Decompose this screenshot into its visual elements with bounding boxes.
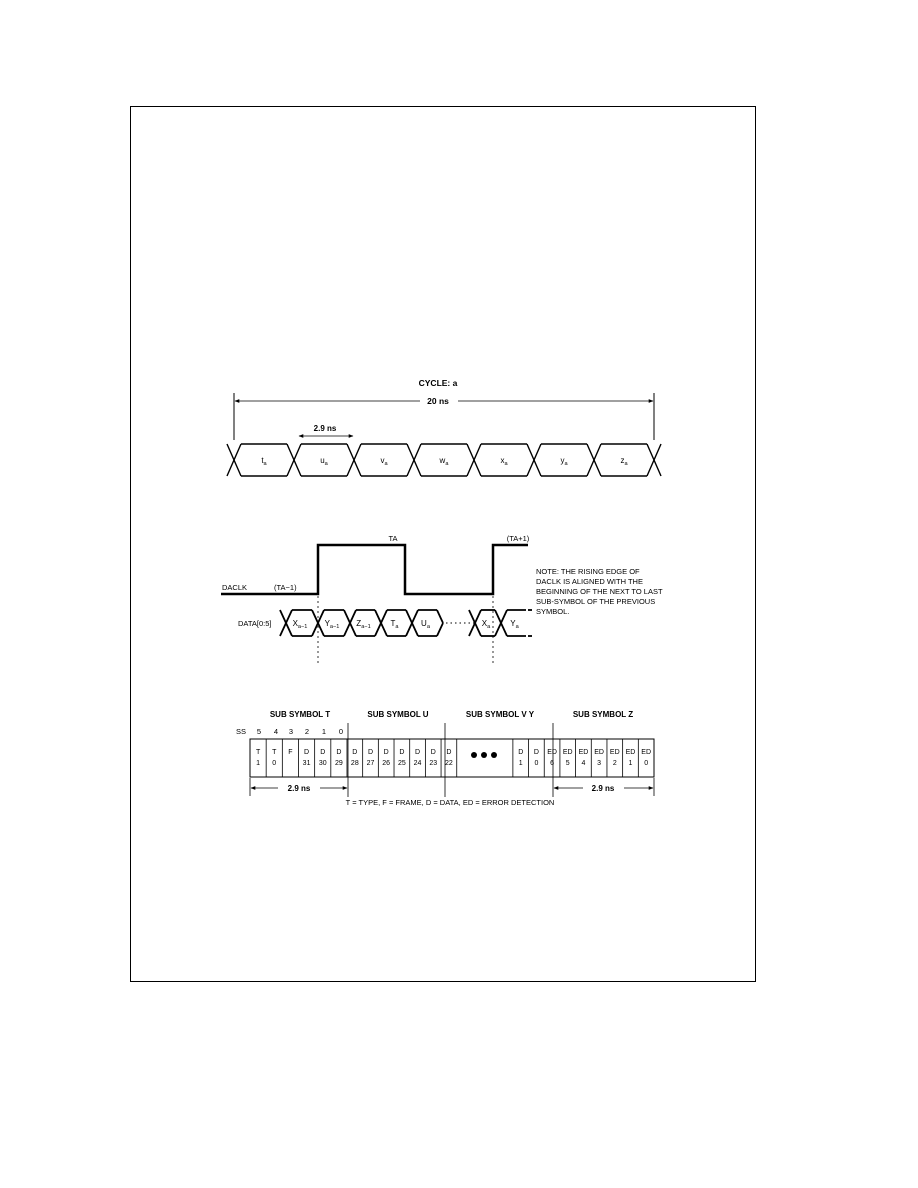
cycle-symbol-label-main: t (261, 456, 264, 465)
bus-cell-label-main: T (390, 619, 396, 628)
bit-cell-type: D (304, 749, 310, 756)
ellipsis-dot (491, 752, 497, 758)
bit-cell-type: ED (609, 749, 620, 756)
bus-cell-label-sub: a (515, 624, 519, 630)
bus-cell-label (293, 619, 308, 630)
bit-cell-type: D (367, 749, 374, 756)
bit-cell-index: 31 (302, 760, 311, 767)
prev-cycle-label: (TA−1) (274, 583, 297, 592)
bit-cell-type: ED (625, 749, 636, 756)
bus-cell-label-sub: a−1 (329, 624, 340, 630)
bit-cell-index: 24 (413, 760, 422, 767)
cycle-symbol-label (320, 456, 328, 467)
bit-cell-index: 0 (272, 760, 277, 767)
bit-cell-type: D (430, 749, 436, 756)
bus-cell-label (482, 619, 491, 630)
bit-field-row (250, 739, 654, 777)
cycle-symbol-label-sub: a (564, 461, 568, 467)
sub-symbol-vy-header: SUB SYMBOL V Y (465, 710, 535, 719)
bit-cell-type: D (533, 749, 539, 756)
bit-cell-index: 27 (366, 760, 375, 767)
ss-number: 2 (304, 727, 310, 736)
sub-symbol-z-header: SUB SYMBOL Z (572, 710, 634, 719)
bit-cell-type: D (320, 749, 326, 756)
cycle-symbol-label (620, 456, 628, 467)
ss-number: 5 (256, 727, 262, 736)
bus-cell-label-sub: a (395, 624, 399, 630)
cycle-symbol-label-sub: a (263, 461, 267, 467)
cycle-symbol-label-main: y (560, 456, 565, 465)
bit-cell-index: 4 (581, 760, 586, 767)
clock-diagram (221, 534, 663, 665)
bus-crossover (437, 623, 443, 636)
bus-cell-label-main: X (292, 619, 298, 628)
bus-cell-label (356, 619, 370, 630)
cycle-symbol-label-sub: a (324, 461, 328, 467)
bit-cell-index: 29 (335, 760, 343, 767)
bit-cell-index: 6 (550, 760, 555, 767)
cycle-symbol-label (560, 456, 568, 467)
bus-cell-label (421, 619, 431, 630)
cycle-symbol-label (261, 456, 267, 467)
cycle-diagram (227, 378, 661, 476)
data-bus-label: DATA[0:5] (238, 619, 272, 628)
bus-cell-label-main: U (421, 619, 427, 628)
bit-cell-type: ED (641, 749, 652, 756)
cycle-symbol-label (500, 456, 508, 467)
bit-cell-type: D (336, 749, 342, 756)
sub-symbol-t-header: SUB SYMBOL T (269, 710, 331, 719)
bit-cell-type: D (399, 749, 405, 756)
note-line: NOTE: THE RISING EDGE OF (536, 567, 640, 576)
note-line: SYMBOL. (536, 607, 570, 616)
cycle-symbol-label (439, 456, 450, 467)
ellipsis-dot (471, 752, 477, 758)
bit-cell-index: 28 (350, 760, 359, 767)
ss-label: SS (236, 727, 247, 736)
bit-cell-type: D (383, 749, 389, 756)
cycle-symbol-label-main: u (320, 456, 325, 465)
cycle-symbol-row (227, 444, 661, 476)
bit-cell-index: 0 (534, 760, 539, 767)
bit-cell-type: D (415, 749, 421, 756)
bit-cell-index: 30 (318, 760, 327, 767)
bus-cell-label-sub: a (426, 624, 430, 630)
cycle-symbol-label-main: w (439, 456, 446, 465)
cycle-symbol-label-main: z (620, 456, 625, 465)
bit-cell-index: 1 (628, 760, 633, 767)
bus-crossover (437, 610, 443, 623)
cycle-symbol-label-sub: a (624, 461, 628, 467)
bit-cell-type: D (518, 749, 524, 756)
bus-cell-label-sub: a−1 (361, 624, 371, 630)
bus-cell-label (325, 619, 340, 630)
note-line: BEGINNING OF THE NEXT TO LAST (536, 587, 663, 596)
cycle-symbol-label-main: v (380, 456, 385, 465)
sub-symbol-u-header: SUB SYMBOL U (367, 710, 429, 719)
bus-cell-label-sub: a (487, 624, 491, 630)
ss-number: 3 (288, 727, 294, 736)
bit-cell-type: D (446, 749, 452, 756)
ss-number: 1 (321, 727, 327, 736)
bus-cell-label (390, 619, 399, 630)
bit-cell-index: 2 (612, 760, 617, 767)
bus-cell-label (510, 619, 519, 630)
cycle-sub-label: 2.9 ns (313, 424, 337, 433)
bit-cell-type: D (352, 749, 358, 756)
cycle-symbol-label (380, 456, 388, 467)
ellipsis-dots (471, 752, 497, 758)
bit-field-legend: T = TYPE, F = FRAME, D = DATA, ED = ERROR DETECTION (345, 798, 555, 807)
bus-cell-label-main: Y (510, 619, 516, 628)
ss-number: 0 (338, 727, 344, 736)
bit-cell-index: 3 (597, 760, 602, 767)
left-dimension-label: 2.9 ns (287, 784, 311, 793)
bit-cell-index: 5 (565, 760, 570, 767)
cycle-symbol-label-sub: a (384, 461, 388, 467)
bus-cell-label-main: X (481, 619, 488, 628)
bit-cell-index: 0 (644, 760, 649, 767)
daclk-label: DACLK (222, 583, 248, 592)
bus-cell-label-main: Z (356, 619, 362, 628)
note-line: DACLK IS ALIGNED WITH THE (536, 577, 643, 586)
bit-cell-index: 23 (429, 760, 438, 767)
bus-cell-label-main: Y (324, 619, 330, 628)
bit-cell-type: ED (562, 749, 573, 756)
next-cycle-label: (TA+1) (506, 534, 530, 543)
ellipsis-dot (481, 752, 487, 758)
cycle-total-label: 20 ns (427, 396, 449, 406)
cycle-title: CYCLE: a (418, 378, 458, 388)
ss-number-row (257, 727, 343, 736)
bit-cell-type: ED (594, 749, 604, 756)
rising-edge-note (536, 567, 663, 616)
ss-number: 4 (273, 727, 279, 736)
bus-cell-label-sub: a−1 (297, 624, 308, 630)
bit-cell-type: T (255, 749, 261, 756)
bit-cell-index: 22 (445, 760, 453, 767)
bit-cell-type: F (288, 749, 293, 756)
bit-cell-index: 1 (518, 760, 523, 767)
cycle-symbol-label-sub: a (445, 461, 449, 467)
bit-cell-index: 1 (256, 760, 261, 767)
bit-cell-type: ED (547, 749, 557, 756)
bit-cell-type: T (272, 749, 277, 756)
bit-cell-index: 25 (397, 760, 406, 767)
cycle-symbol-label-sub: a (504, 461, 508, 467)
bit-cell-type: ED (578, 749, 589, 756)
cycle-symbol-label-main: x (500, 456, 505, 465)
note-line: SUB-SYMBOL OF THE PREVIOUS (536, 597, 656, 606)
high-cycle-label: TA (388, 534, 398, 543)
daclk-waveform (221, 545, 528, 594)
bit-field-outline (250, 739, 654, 777)
bit-field-diagram (236, 710, 654, 807)
bit-cell-index: 26 (382, 760, 391, 767)
right-dimension-label: 2.9 ns (591, 784, 615, 793)
